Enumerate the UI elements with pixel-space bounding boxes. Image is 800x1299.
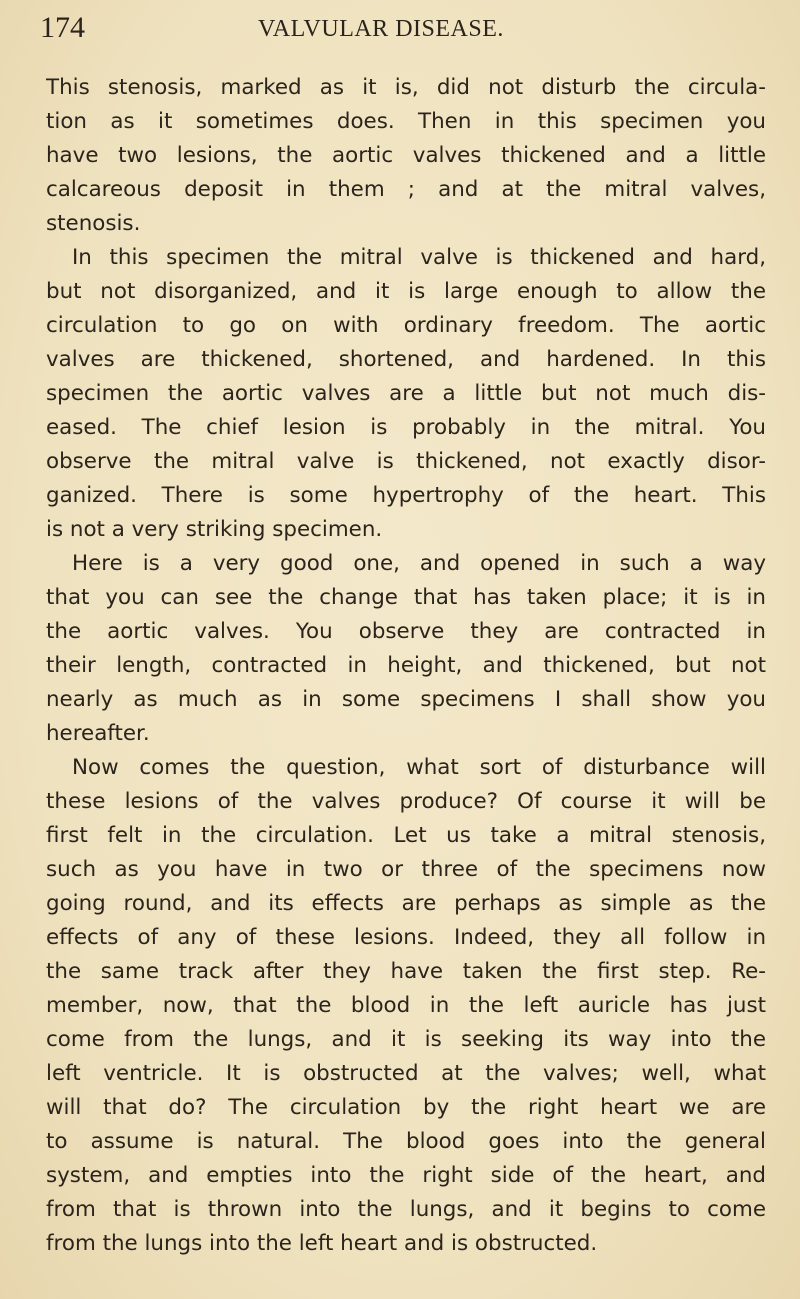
text-line: that you can see the change that has taken place; it is in (46, 585, 766, 610)
text-line: member, now, that the blood in the left auricle has just (46, 993, 766, 1018)
text-line: specimen the aortic valves are a little but not much dis- (46, 381, 766, 406)
text-line: In this specimen the mitral valve is thickened and hard, (72, 245, 766, 270)
text-line: hereafter. (46, 721, 150, 746)
text-line: Here is a very good one, and opened in such a way (72, 551, 766, 576)
text-line: from that is thrown into the lungs, and it begins to come (46, 1197, 766, 1222)
text-line: first felt in the circulation. Let us take a mitral stenosis, (46, 823, 766, 848)
text-line: Now comes the question, what sort of disturbance will (72, 755, 766, 780)
text-line: observe the mitral valve is thickened, not exactly disor- (46, 449, 766, 474)
running-title: VALVULAR DISEASE. (258, 16, 504, 42)
text-line: come from the lungs, and it is seeking its way into the (46, 1027, 766, 1052)
text-line: to assume is natural. The blood goes into the general (46, 1129, 766, 1154)
text-line: tion as it sometimes does. Then in this specimen you (46, 109, 766, 134)
text-line: ganized. There is some hypertrophy of the heart. This (46, 483, 766, 508)
text-line: This stenosis, marked as it is, did not disturb the circula- (46, 75, 766, 100)
text-line: effects of any of these lesions. Indeed, they all follow in (46, 925, 766, 950)
text-line: their length, contracted in height, and thickened, but not (46, 653, 766, 678)
text-line: but not disorganized, and it is large enough to allow the (46, 279, 766, 304)
body-text (46, 71, 766, 1261)
text-line: these lesions of the valves produce? Of course it will be (46, 789, 766, 814)
text-line: have two lesions, the aortic valves thickened and a little (46, 143, 766, 168)
text-line: circulation to go on with ordinary freedom. The aortic (46, 313, 766, 338)
text-line: stenosis. (46, 211, 141, 236)
text-line: is not a very striking specimen. (46, 517, 383, 542)
text-line: the aortic valves. You observe they are contracted in (46, 619, 766, 644)
page-number: 174 (40, 11, 85, 44)
text-line: the same track after they have taken the first step. Re- (46, 959, 766, 984)
text-line: nearly as much as in some specimens I shall show you (46, 687, 766, 712)
text-line: such as you have in two or three of the specimens now (46, 857, 766, 882)
text-line: valves are thickened, shortened, and hardened. In this (46, 347, 766, 372)
text-line: from the lungs into the left heart and is obstructed. (46, 1231, 598, 1256)
text-line: left ventricle. It is obstructed at the valves; well, what (46, 1061, 766, 1086)
text-line: eased. The chief lesion is probably in the mitral. You (46, 415, 766, 440)
text-line: calcareous deposit in them ; and at the mitral valves, (46, 177, 766, 202)
running-head (40, 8, 760, 48)
text-line: going round, and its effects are perhaps as simple as the (46, 891, 766, 916)
text-line: will that do? The circulation by the right heart we are (46, 1095, 766, 1120)
text-line: system, and empties into the right side of the heart, and (46, 1163, 766, 1188)
